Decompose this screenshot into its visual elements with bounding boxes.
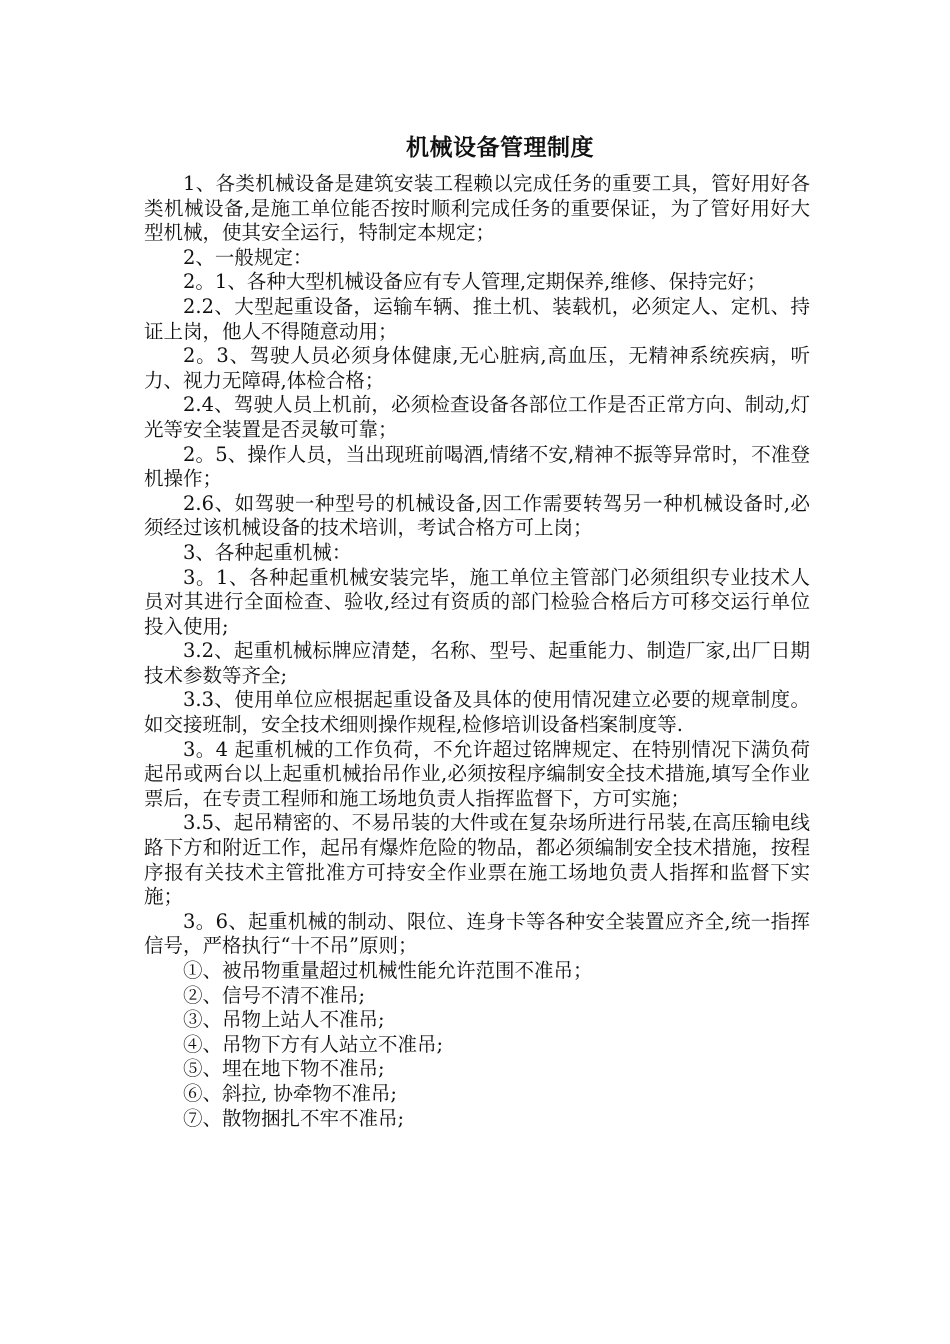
list-item: ②、信号不清不准吊; <box>183 983 366 1007</box>
paragraph: 3.5、起吊精密的、不易吊装的大件或在复杂场所进行吊装,在高压输电线路下方和附近工作，起吊有爆炸危险的物品，都必须编制安全技术措施，按程序报有关技术主管批准方可持安全作业票在施工场地负责人指挥和监督下实施； <box>144 811 810 909</box>
paragraph: 3。6、起重机械的制动、限位、连身卡等各种安全装置应齐全,统一指挥信号，严格执行“十不吊”原则； <box>144 909 810 958</box>
paragraph: 2。5、操作人员，当出现班前喝酒,情绪不安,精神不振等异常时，不准登机操作； <box>144 442 810 491</box>
document-body <box>144 172 810 1131</box>
paragraph: 3。4 起重机械的工作负荷，不允许超过铭牌规定、在特别情况下满负荷起吊或两台以上起重机械抬吊作业,必须按程序编制安全技术措施,填写全作业票后，在专责工程师和施工场地负责人指挥监督下，方可实施； <box>144 737 810 810</box>
paragraph: 3.3、使用单位应根据起重设备及具体的使用情况建立必要的规章制度。如交接班制，安全技术细则操作规程,检修培训设备档案制度等. <box>144 688 810 737</box>
paragraph: 2。1、各种大型机械设备应有专人管理,定期保养,维修、保持完好； <box>183 270 767 294</box>
list-item: ①、被吊物重量超过机械性能允许范围不准吊； <box>183 959 593 982</box>
paragraph: 2.6、如驾驶一种型号的机械设备,因工作需要转驾另一种机械设备时,必须经过该机械设备的技术培训，考试合格方可上岗； <box>144 491 810 540</box>
paragraph: 3、各种起重机械： <box>183 540 352 564</box>
paragraph: 1、各类机械设备是建筑安装工程赖以完成任务的重要工具，管好用好各类机械设备,是施工单位能否按时顺利完成任务的重要保证，为了管好用好大型机械，使其安全运行，特制定本规定； <box>144 172 810 245</box>
paragraph: 2.2、大型起重设备，运输车辆、推土机、装载机，必须定人、定机、持证上岗，他人不得随意动用； <box>144 294 810 343</box>
list-item: ⑥、斜拉, 协牵物不准吊; <box>183 1081 397 1105</box>
paragraph: 3。1、各种起重机械安装完毕，施工单位主管部门必须组织专业技术人员对其进行全面检查、验收,经过有资质的部门检验合格后方可移交运行单位投入使用; <box>144 565 810 638</box>
list-item: ③、吊物上站人不准吊; <box>183 1008 385 1032</box>
list-item: ⑦、散物捆扎不牢不准吊; <box>183 1106 405 1130</box>
list-item: ⑤、埋在地下物不准吊; <box>183 1057 385 1081</box>
document-title: 机械设备管理制度 <box>406 134 594 161</box>
paragraph: 3.2、起重机械标牌应清楚，名称、型号、起重能力、制造厂家,出厂日期技术参数等齐全; <box>144 639 810 687</box>
paragraph: 2.4、驾驶人员上机前，必须检查设备各部位工作是否正常方向、制动,灯光等安全装置是否灵敏可靠； <box>144 393 810 441</box>
list-item: ④、吊物下方有人站立不准吊; <box>183 1032 444 1056</box>
paragraph: 2。3、驾驶人员必须身体健康,无心脏病,高血压，无精神系统疾病，听力、视力无障碍,体检合格； <box>144 344 810 392</box>
paragraph: 2、一般规定： <box>183 245 313 269</box>
